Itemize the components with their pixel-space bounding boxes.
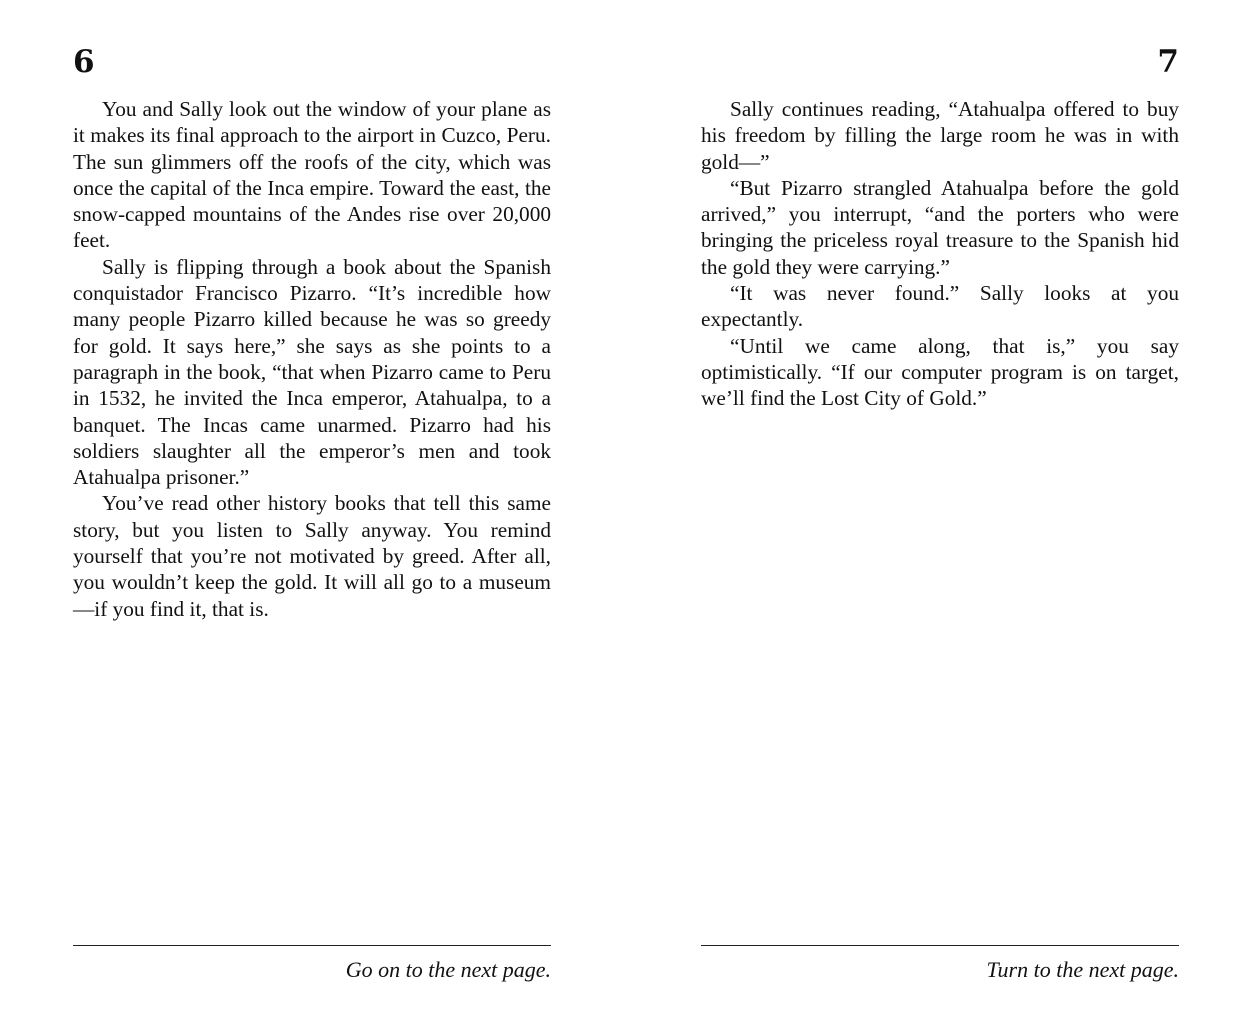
paragraph: “It was never found.” Sally looks at you expectantly. — [701, 281, 1179, 332]
paragraph: You and Sally look out the window of your plane as it makes its final approach to the airport in Cuzco, Peru. The sun glimmers off the roofs of the city, which was once the capital of the Inca empire. Toward the east, the snow-capped mountains of the Andes rise over 20,000 feet. — [73, 97, 551, 253]
right-page — [701, 0, 1179, 1027]
body-text — [701, 96, 1179, 412]
page-number: 6 — [73, 44, 95, 80]
footer-instruction: Go on to the next page. — [345, 957, 551, 982]
left-page — [73, 0, 551, 1027]
body-text — [73, 96, 551, 622]
paragraph: You’ve read other history books that tell this same story, but you listen to Sally anyway. You remind yourself that you’re not motivated by greed. After all, you wouldn’t keep the gold. It will all go to a museum—if you find it, that is. — [73, 491, 551, 621]
footer-divider — [73, 945, 551, 946]
footer-instruction: Turn to the next page. — [986, 957, 1179, 982]
page-number: 7 — [1157, 44, 1179, 80]
paragraph: “But Pizarro strangled Atahualpa before the gold arrived,” you interrupt, “and the porters who were bringing the priceless royal treasure to the Spanish hid the gold they were carrying.” — [701, 175, 1179, 279]
footer-divider — [701, 945, 1179, 946]
paragraph: Sally is flipping through a book about the Spanish conquistador Francisco Pizarro. “It’s incredible how many people Pizarro killed because he was so greedy for gold. It says here,” she says as she points to a paragraph in the book, “that when Pizarro came to Peru in 1532, he invited the Inca emperor, Atahualpa, to a banquet. The Incas came unarmed. Pizarro had his soldiers slaughter all the emperor’s men and took Atahualpa prisoner.” — [73, 254, 551, 490]
paragraph: “Until we came along, that is,” you say optimistically. “If our computer program is on target, we’ll find the Lost City of Gold.” — [701, 333, 1179, 411]
paragraph: Sally continues reading, “Atahualpa offered to buy his freedom by filling the large room he was in with gold—” — [701, 97, 1179, 174]
